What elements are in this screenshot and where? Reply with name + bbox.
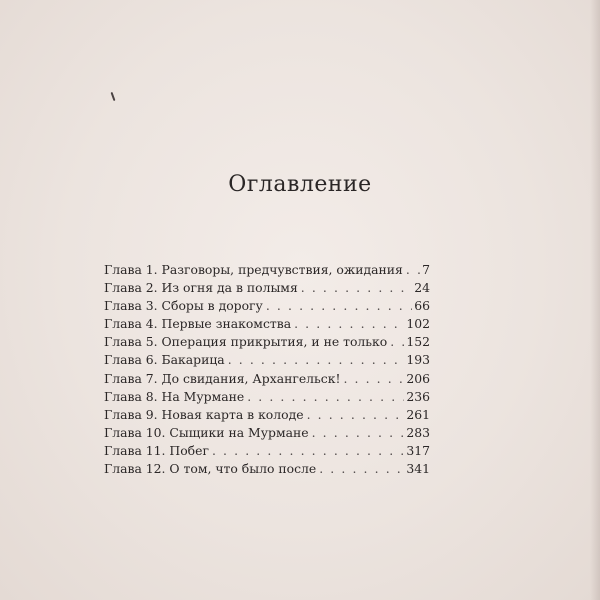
dot-leader xyxy=(406,262,420,277)
toc-entry-title: Глава 8. На Мурмане xyxy=(104,388,245,404)
toc-entry xyxy=(104,298,430,316)
toc-entry-page: 236 xyxy=(406,388,430,404)
toc-entry-page: 283 xyxy=(406,424,430,440)
toc-entry-page: 102 xyxy=(406,316,430,332)
dot-leader xyxy=(228,352,405,367)
dot-leader xyxy=(294,316,404,331)
toc-entry-title: Глава 7. До свидания, Архангельск! xyxy=(104,370,341,386)
toc-entry xyxy=(104,262,430,280)
toc-entry-title: Глава 10. Сыщики на Мурмане xyxy=(104,424,309,440)
toc-entry xyxy=(104,461,430,479)
toc-entry-title: Глава 6. Бакарица xyxy=(104,352,225,368)
toc-entry-page: 317 xyxy=(406,442,430,458)
page-title: Оглавление xyxy=(228,172,372,197)
toc-entry xyxy=(104,389,430,407)
dot-leader xyxy=(390,334,404,349)
dot-leader xyxy=(312,425,405,440)
dot-leader xyxy=(343,371,404,386)
toc-entry xyxy=(104,316,430,334)
toc-entry-page: 206 xyxy=(406,370,430,386)
toc-entry-title: Глава 2. Из огня да в полымя xyxy=(104,280,298,296)
toc-entry-page: 193 xyxy=(406,352,430,368)
toc-entry xyxy=(104,407,430,425)
page-edge-shadow xyxy=(590,0,600,600)
toc-entry-title: Глава 1. Разговоры, предчувствия, ожидания xyxy=(104,262,403,277)
toc-entry-title: Глава 5. Операция прикрытия, и не только xyxy=(104,334,388,350)
toc-entry xyxy=(104,425,430,443)
toc-entry-title: Глава 3. Сборы в дорогу xyxy=(104,298,263,314)
toc-entry-page: 66 xyxy=(414,298,430,314)
toc-entry-page: 7 xyxy=(422,262,430,277)
toc-entry xyxy=(104,371,430,389)
toc-entry-title: Глава 9. Новая карта в колоде xyxy=(104,406,304,422)
toc-entry xyxy=(104,334,430,352)
dot-leader xyxy=(266,298,412,313)
toc-entry-title: Глава 12. О том, что было после xyxy=(104,461,317,477)
toc-entry xyxy=(104,443,430,461)
dot-leader xyxy=(307,407,405,422)
toc-entry-page: 341 xyxy=(406,461,430,477)
toc-entry-title: Глава 11. Побег xyxy=(104,442,209,458)
toc-entry-page: 261 xyxy=(406,406,430,422)
toc-entry-title: Глава 4. Первые знакомства xyxy=(104,316,292,332)
toc-entry xyxy=(104,352,430,370)
toc-entry-page: 24 xyxy=(414,280,430,296)
dot-leader xyxy=(301,280,412,295)
dot-leader xyxy=(319,461,404,476)
toc-entry xyxy=(104,280,430,298)
dot-leader xyxy=(247,389,404,404)
dot-leader xyxy=(212,443,404,458)
table-of-contents xyxy=(104,262,430,479)
ink-speck xyxy=(111,92,116,101)
toc-entry-page: 152 xyxy=(406,334,430,350)
